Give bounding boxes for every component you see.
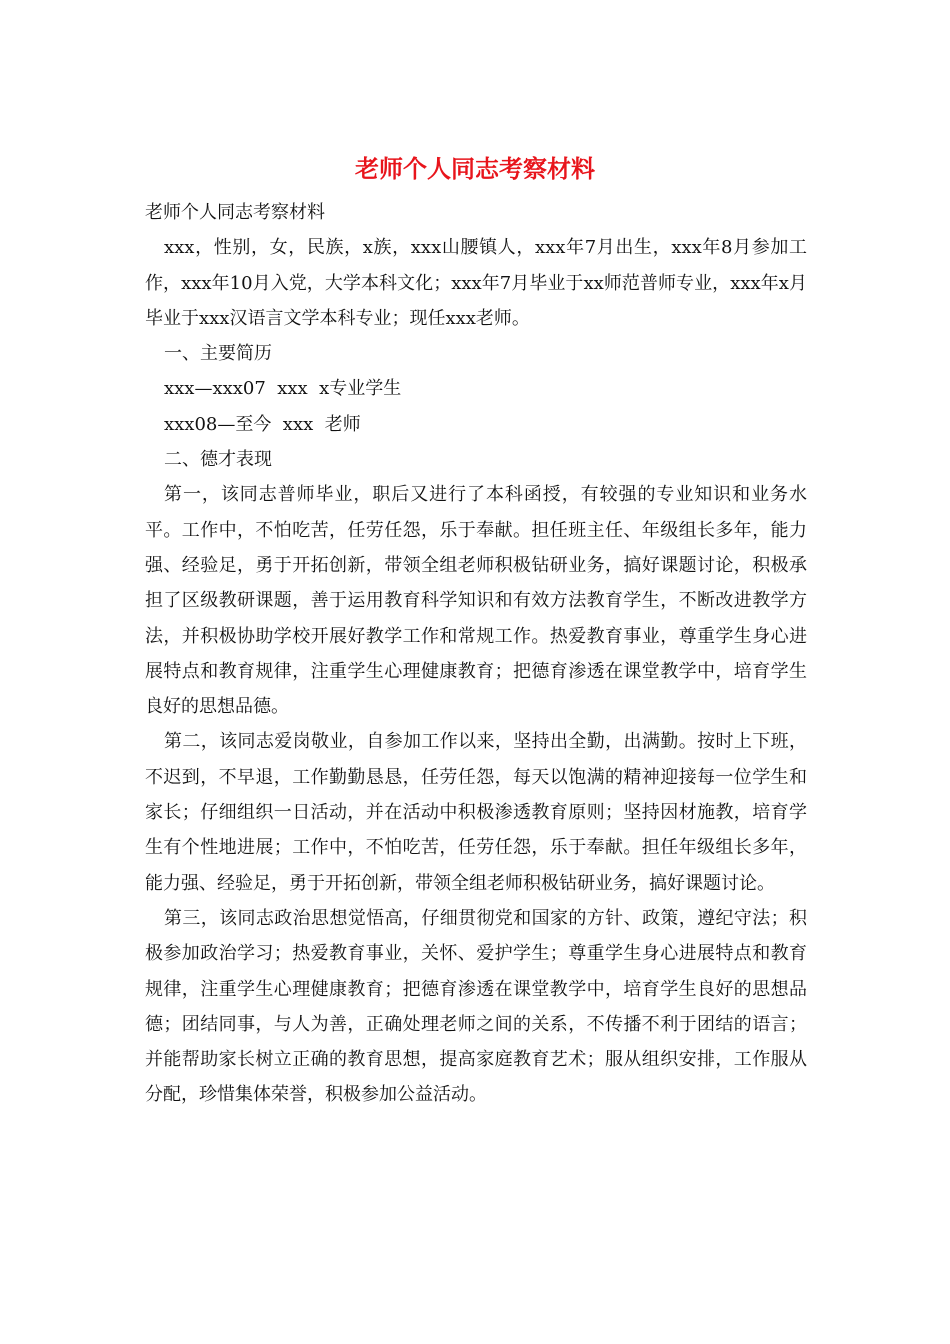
section-heading-performance: 二、德才表现 [164, 449, 272, 471]
document-subtitle: 老师个人同志考察材料 [145, 202, 325, 223]
paragraph-second: 第二，该同志爱岗敬业，自参加工作以来，坚持出全勤，出满勤。按时上下班，不迟到，不早退，工作勤勤恳恳，任劳任怨，每天以饱满的精神迎接每一位学生和家长；仔细组织一日活动，并在活动中积极渗透教育原则；坚持因材施教，培育学生有个性地进展；工作中，不怕吃苦，任劳任怨，乐于奉献。担任年级组长多年，能力强、经验足，勇于开拓创新，带领全组老师积极钻研业务，搞好课题讨论。 [145, 731, 807, 894]
paragraph-first: 第一，该同志普师毕业，职后又进行了本科函授，有较强的专业知识和业务水平。工作中，不怕吃苦，任劳任怨，乐于奉献。担任班主任、年级组长多年，能力强、经验足，勇于开拓创新，带领全组老师积极钻研业务，搞好课题讨论，积极承担了区级教研课题，善于运用教育科学知识和有效方法教育学生，不断改进教学方法，并积极协助学校开展好教学工作和常规工作。热爱教育事业，尊重学生身心进展特点和教育规律，注重学生心理健康教育；把德育渗透在课堂教学中，培育学生良好的思想品德。 [145, 484, 807, 718]
section-heading-resume: 一、主要简历 [164, 343, 272, 365]
paragraph-third: 第三，该同志政治思想觉悟高，仔细贯彻党和国家的方针、政策，遵纪守法；积极参加政治学习；热爱教育事业，关怀、爱护学生；尊重学生身心进展特点和教育规律，注重学生心理健康教育；把德育渗透在课堂教学中，培育学生良好的思想品德；团结同事，与人为善，正确处理老师之间的关系，不传播不利于团结的语言；并能帮助家长树立正确的教育思想，提高家庭教育艺术；服从组织安排，工作服从分配，珍惜集体荣誉，积极参加公益活动。 [145, 907, 807, 1106]
document-body [145, 195, 807, 1113]
resume-entry: xxx—xxx07 xxx x专业学生 [164, 378, 402, 400]
document-title: 老师个人同志考察材料 [355, 154, 595, 183]
paragraph-profile: xxx，性别，女，民族，x族，xxx山腰镇人，xxx年7月出生，xxx年8月参加工作，xxx年10月入党，大学本科文化；xxx年7月毕业于xx师范普师专业，xxx年x月毕业于xxx汉语言文学本科专业；现任xxx老师。 [145, 237, 807, 329]
resume-entry: xxx08—至今 xxx 老师 [164, 413, 361, 435]
